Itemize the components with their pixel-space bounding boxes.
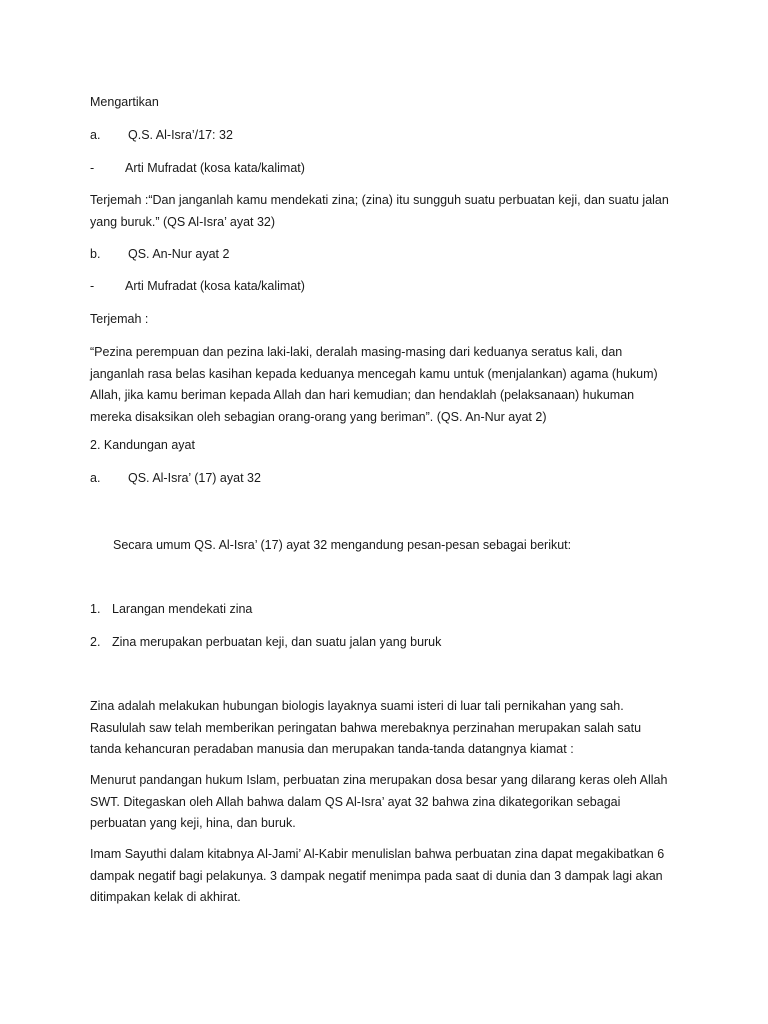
section-b-quote [90,342,690,428]
quote-line: “Pezina perempuan dan pezina laki-laki, deralah masing-masing dari keduanya seratus kali, dan [90,345,623,359]
paragraph-line: ditimpakan kelak di akhirat. [90,890,241,904]
section-a-marker: a. [90,128,101,142]
paragraph-hukum-islam [90,770,690,835]
list-item-text: Larangan mendekati zina [112,602,253,616]
section-a-arti-marker: - [90,161,95,175]
terjemah-line: Terjemah :“Dan janganlah kamu mendekati zina; (zina) itu sungguh suatu perbuatan keji, dan suatu jalan [90,193,669,207]
quote-line: janganlah rasa belas kasihan kepada keduanya mencegah kamu untuk (menjalankan) agama (hukum) [90,366,658,381]
list-item-number: 2. [90,635,101,649]
quote-line: mereka disaksikan oleh sebagian orang-orang yang beriman”. (QS. An-Nur ayat 2) [90,409,547,424]
kandungan-sub-title: QS. Al-Isra’ (17) ayat 32 [128,471,261,485]
kandungan-intro: Secara umum QS. Al-Isra’ (17) ayat 32 mengandung pesan-pesan sebagai berikut: [113,538,572,552]
list-item [90,632,690,653]
heading-mengartikan: Mengartikan [90,95,159,109]
kandungan-sub-marker: a. [90,471,101,485]
section-a-arti-line [90,158,690,179]
paragraph-line: Zina adalah melakukan hubungan biologis layaknya suami isteri di luar tali pernikahan yang sah. [90,699,624,713]
section-b-arti-label: Arti Mufradat (kosa kata/kalimat) [125,279,305,293]
list-item-text: Zina merupakan perbuatan keji, dan suatu jalan yang buruk [112,635,442,649]
paragraph-imam-sayuthi [90,844,690,909]
section-b-title: QS. An-Nur ayat 2 [128,247,230,261]
list-item [90,599,690,620]
kandungan-sub-title-line [90,468,690,489]
paragraph-zina [90,696,690,761]
section-b-marker: b. [90,247,101,261]
list-item-number: 1. [90,602,101,616]
paragraph-line: Menurut pandangan hukum Islam, perbuatan zina merupakan dosa besar yang dilarang keras oleh Allah [90,773,668,787]
paragraph-line: perbuatan yang keji, hina, dan buruk. [90,816,296,830]
paragraph-line: SWT. Ditegaskan oleh Allah bahwa dalam QS Al-Isra’ ayat 32 bahwa zina dikategorikan sebagai [90,794,621,809]
paragraph-line: Imam Sayuthi dalam kitabnya Al-Jami’ Al-Kabir menulislan bahwa perbuatan zina dapat megakibatkan 6 [90,847,665,861]
paragraph-line: tanda kehancuran peradaban manusia dan merupakan tanda-tanda datangnya kiamat : [90,742,574,756]
quote-line: Allah, jika kamu beriman kepada Allah dan hari kemudian; dan hendaklah (pelaksanaan) hukuman [90,388,635,402]
section-b-title-line [90,244,690,265]
section-b-arti-marker: - [90,279,95,293]
section-b-terjemah-label: Terjemah : [90,312,149,326]
paragraph-line: dampak negatif bagi pelakunya. 3 dampak negatif menimpa pada saat di dunia dan 3 dampak lagi akan [90,868,663,883]
kandungan-heading: 2. Kandungan ayat [90,438,195,452]
section-a-title: Q.S. Al-Isra’/17: 32 [128,128,233,142]
paragraph-line: Rasululah saw telah memberikan peringatan bahwa merebaknya perzinahan merupakan salah satu [90,720,642,735]
section-a-arti-label: Arti Mufradat (kosa kata/kalimat) [125,161,305,175]
section-a-terjemah [90,190,690,233]
section-b-arti-line [90,276,690,297]
terjemah-line: yang buruk.” (QS Al-Isra’ ayat 32) [90,214,276,229]
section-a-title-line [90,125,690,146]
